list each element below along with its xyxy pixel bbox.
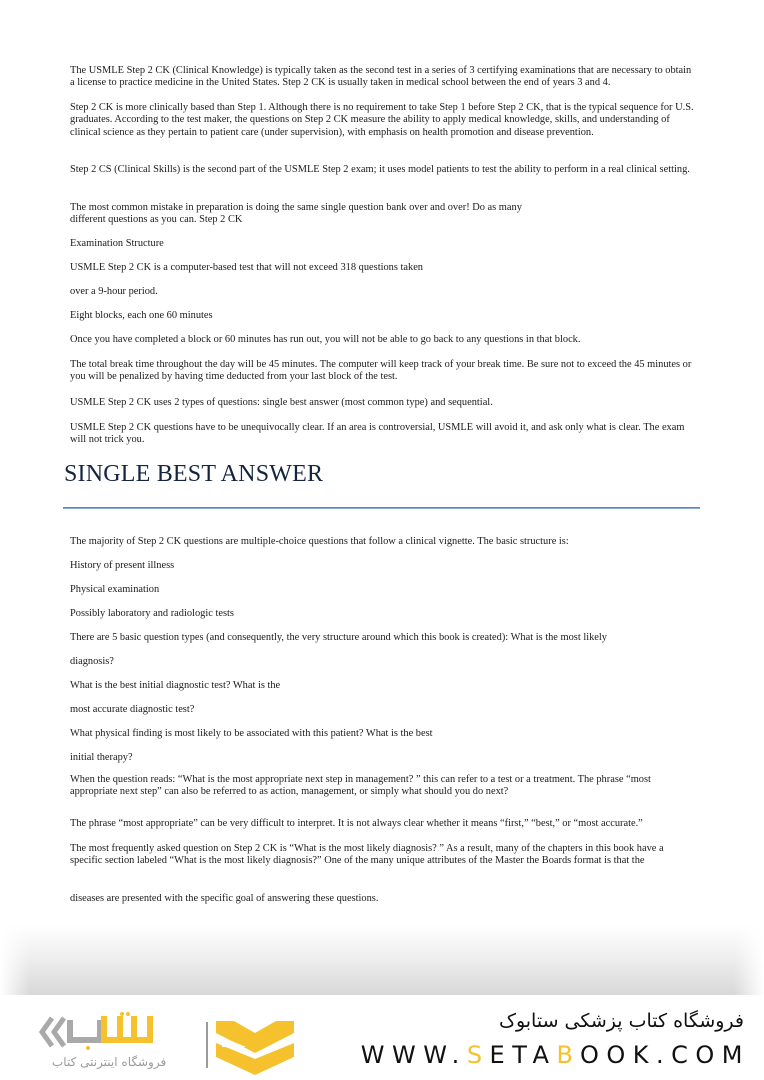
logo-subtitle: فروشگاه اینترنتی کتاب [52,1055,167,1069]
paragraph: The most common mistake in preparation is doing the same single question bank over and over! Do as many [70,202,522,213]
url-part-highlight: S [466,1041,490,1069]
paragraph: The total break time throughout the day will be 45 minutes. The computer will keep track of your break time. Be sure not to exceed the 45 minutes or you will be penalized by having time deducted from your last block of the test. [70,359,692,383]
paragraph: History of present illness [70,560,175,571]
paragraph: Step 2 CK is more clinically based than Step 1. Although there is no requirement to take Step 1 before Step 2 CK, that is the typical sequence for U.S. graduates. According to the test maker, the questions on Step 2 CK measure the ability to apply medical knowledge, skills, and understanding of clinical science as they pertain to patient care (under supervision), with emphasis on health promotion and disease prevention. [70,102,694,138]
heading-rule [63,507,700,509]
url-part-highlight: B [556,1041,580,1069]
paragraph: over a 9-hour period. [70,286,158,297]
url-part: WWW. [360,1041,467,1069]
paragraph: USMLE Step 2 CK uses 2 types of questions: single best answer (most common type) and sequential. [70,397,493,408]
url-part: OOK.COM [579,1041,750,1069]
paragraph: most accurate diagnostic test? [70,704,195,715]
paragraph: diagnosis? [70,656,114,667]
paragraph: Physical examination [70,584,160,595]
paragraph: There are 5 basic question types (and consequently, the very structure around which this book is created): What is the most likely [70,632,607,643]
store-url[interactable] [361,1041,750,1069]
paragraph: initial therapy? [70,752,133,763]
paragraph: Eight blocks, each one 60 minutes [70,310,213,321]
paragraph: Once you have completed a block or 60 minutes has run out, you will not be able to go back to any questions in that block. [70,334,581,345]
store-title: فروشگاه کتاب پزشکی ستابوک [498,1010,744,1032]
paragraph: The phrase “most appropriate” can be very difficult to interpret. It is not always clear whether it means “first,” “best,” or “most accurate.” [70,818,643,829]
paragraph: The most frequently asked question on Step 2 CK is “What is the most likely diagnosis? ” As a result, many of the chapters in this book have a specific section labeled “What is the most likely diagnosis?” One of the many unique attributes of the Master the Boards format is that the [70,843,664,867]
logo-divider [206,1022,208,1068]
paragraph: diseases are presented with the specific goal of answering these questions. [70,893,379,904]
page-shadow [0,925,764,995]
paragraph: Examination Structure [70,238,164,249]
paragraph: USMLE Step 2 CK questions have to be unequivocally clear. If an area is controversial, USMLE will avoid it, and ask only what is clear. The exam will not trick you. [70,422,685,446]
paragraph: USMLE Step 2 CK is a computer-based test that will not exceed 318 questions taken [70,262,424,273]
paragraph: Step 2 CS (Clinical Skills) is the second part of the USMLE Step 2 exam; it uses model patients to test the ability to perform in a real clinical setting. [70,164,690,175]
paragraph: The USMLE Step 2 CK (Clinical Knowledge) is typically taken as the second test in a series of 3 certifying examinations that are necessary to obtain a license to practice medicine in the United States. Step 2 CK is usually taken in medical school between the end of years 3 and 4. [70,65,692,89]
chevron-logo-icon [216,1017,294,1075]
paragraph: different questions as you can. Step 2 CK [70,214,243,225]
paragraph: What physical finding is most likely to be associated with this patient? What is the best [70,728,433,739]
url-part: ETA [489,1041,557,1069]
paragraph: When the question reads: “What is the most appropriate next step in management? ” this can refer to a test or a treatment. The phrase “most appropriate next step” can also be referred to as action, management, or simply what should you do next? [70,774,651,798]
paragraph: The majority of Step 2 CK questions are multiple-choice questions that follow a clinical vignette. The basic structure is: [70,536,569,547]
paragraph: Possibly laboratory and radiologic tests [70,608,234,619]
section-heading: SINGLE BEST ANSWER [64,461,324,487]
paragraph: What is the best initial diagnostic test? What is the [70,680,281,691]
